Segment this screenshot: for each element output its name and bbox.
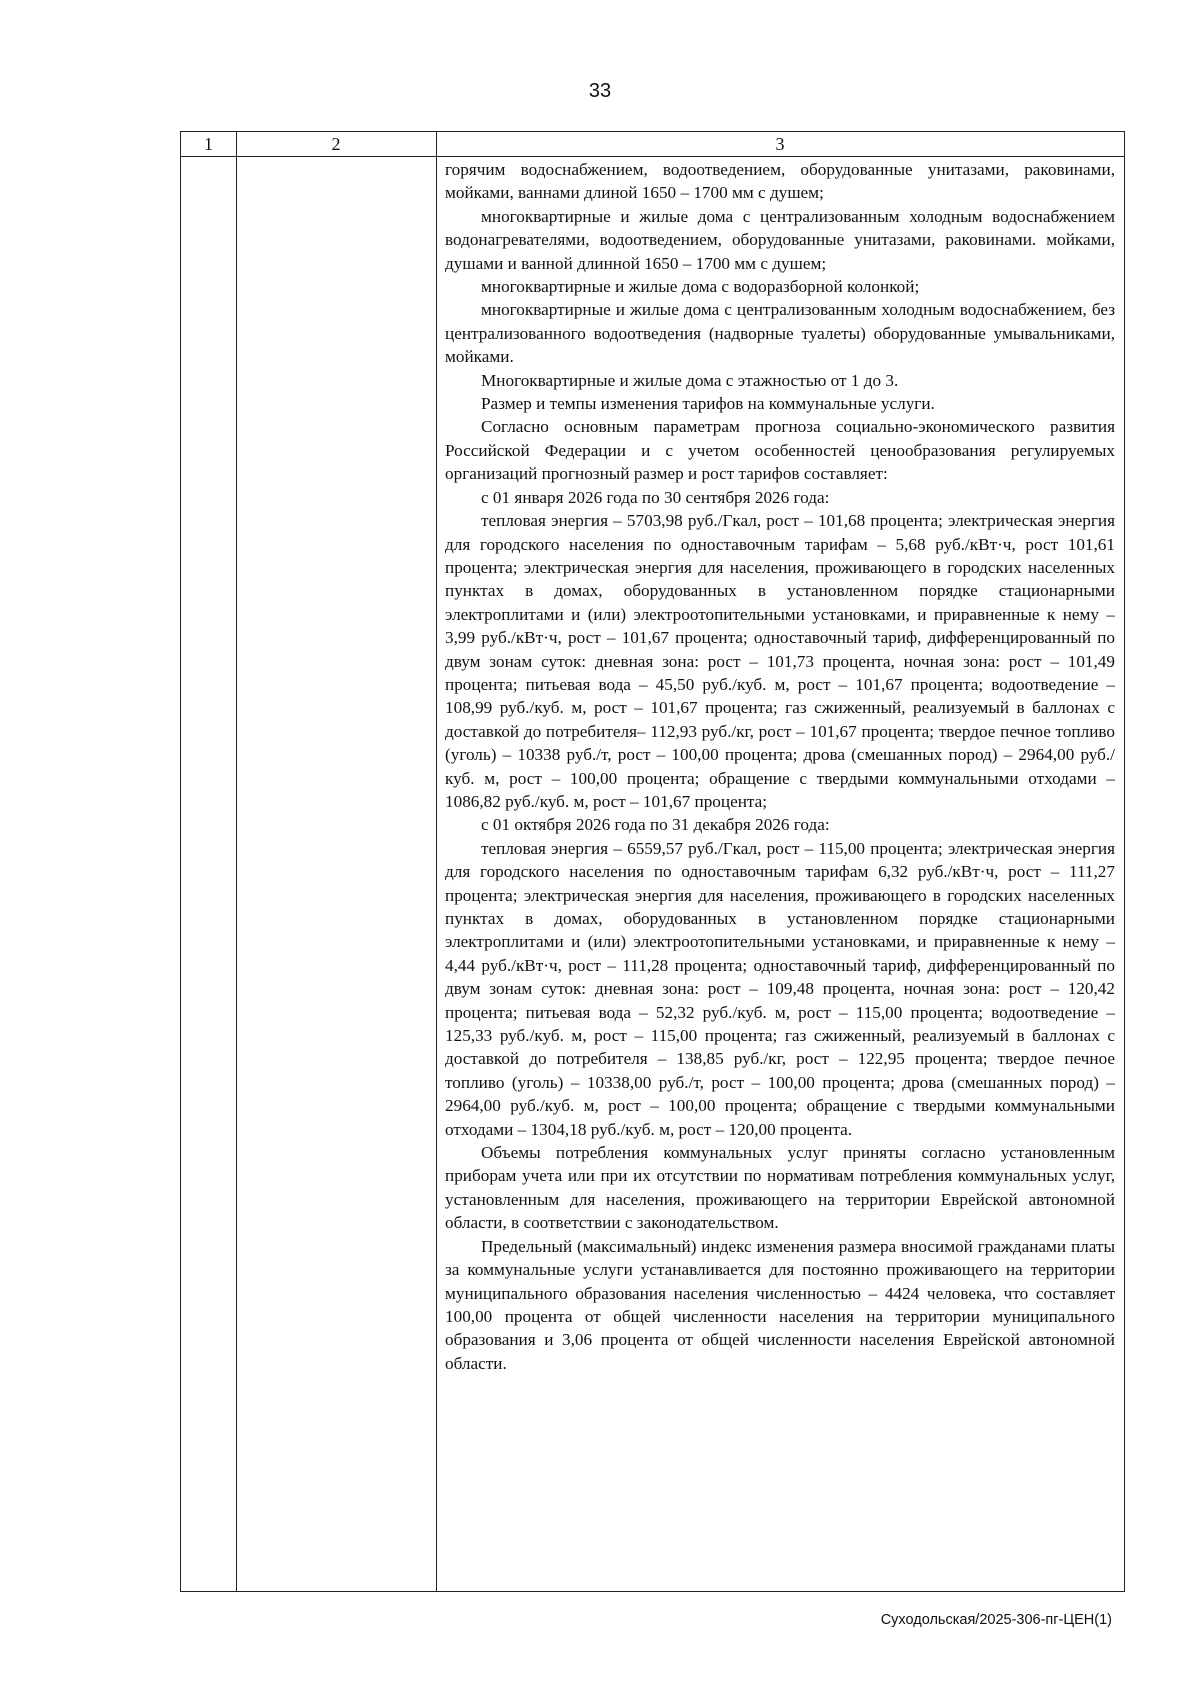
column-divider-1 [236,132,237,1591]
column-header-3: 3 [775,134,785,154]
paragraph: Предельный (максимальный) индекс изменения размера вносимой гражданами платы за коммунальные услуги устанавливается для постоянно проживающего на территории муниципального образования населения численностью – 4424 человека, что составляет 100,00 процента от общей численности населения на территории муниципального образования и 3,06 процента от общей численности населения Еврейской автономной области. [445,1236,1115,1373]
column-3-content [445,158,1115,1375]
column-divider-2 [436,132,437,1591]
paragraph: с 01 января 2026 года по 30 сентября 2026 года: [481,487,830,507]
column-header-1: 1 [204,134,213,154]
paragraph: многоквартирные и жилые дома с водоразборной колонкой; [481,277,920,297]
paragraph: Многоквартирные и жилые дома с этажностью от 1 до 3. [481,370,899,390]
paragraph: Объемы потребления коммунальных услуг приняты согласно установленным приборам учета или при их отсутствии по нормативам потребления коммунальных услуг, установленным для населения, проживающего на территории Еврейской автономной области, в соответствии с законодательством. [445,1143,1115,1233]
paragraph: Согласно основным параметрам прогноза социально-экономического развития Российской Федерации и с учетом особенностей ценообразования регулируемых организаций прогнозный размер и рост тарифов составляет: [445,417,1115,484]
paragraph: тепловая энергия – 6559,57 руб./Гкал, рост – 115,00 процента; электрическая энергия для городского населения по одноставочным тарифам 6,32 руб./кВт·ч, рост – 111,27 процента; электрическая энергия для населения, проживающего в городских населенных пунктах в домах, оборудованных в установленном порядке стационарными электроплитами и (или) электроотопительными установками, и приравненные к нему – 4,44 руб./кВт·ч, рост – 111,28 процента; одноставочный тариф, дифференцированный по двум зонам суток: дневная зона: рост – 109,48 процента, ночная зона: рост – 120,42 процента; питьевая вода – 52,32 руб./куб. м, рост – 115,00 процента; водоотведение – 125,33 руб./куб. м, рост – 115,00 процента; газ сжиженный, реализуемый в баллонах с доставкой до потребителя – 138,85 руб./кг, рост – 122,95 процента; твердое печное топливо (уголь) – 10338,00 руб./т, рост – 100,00 процента; дрова (смешанных пород) – 2964,00 руб./куб. м, рост – 100,00 процента; обращение с твердыми коммунальными отходами – 1304,18 руб./куб. м, рост – 120,00 процента. [445,838,1115,1139]
table-header-row [181,132,1124,157]
document-code: Суходольская/2025-306-пг-ЦЕН(1) [880,1612,1112,1628]
paragraph: многоквартирные и жилые дома с централизованным холодным водоснабжением водонагревателями, водоотведением, оборудованные унитазами, раковинами. мойками, душами и ванной длинной 1650 – 1700 мм с душем; [445,206,1115,273]
page-number: 33 [588,80,612,102]
column-header-2: 2 [331,134,341,154]
paragraph: с 01 октября 2026 года по 31 декабря 2026 года: [481,815,830,835]
paragraph: горячим водоснабжением, водоотведением, оборудованные унитазами, раковинами, мойками, ваннами длиной 1650 – 1700 мм с душем; [445,160,1115,203]
paragraph: многоквартирные и жилые дома с централизованным холодным водоснабжением, без централизованного водоотведения (надворные туалеты) оборудованные умывальниками, мойками. [445,300,1115,367]
paragraph: тепловая энергия – 5703,98 руб./Гкал, рост – 101,68 процента; электрическая энергия для городского населения по одноставочным тарифам – 5,68 руб./кВт·ч, рост 101,61 процента; электрическая энергия для населения, проживающего в городских населенных пунктах в домах, оборудованных в установленном порядке стационарными электроплитами и (или) электроотопительными установками, и приравненные к нему – 3,99 руб./кВт·ч, рост – 101,67 процента; одноставочный тариф, дифференцированный по двум зонам суток: дневная зона: рост – 101,73 процента, ночная зона: рост – 101,49 процента; питьевая вода – 45,50 руб./куб. м, рост – 101,67 процента; водоотведение – 108,99 руб./куб. м, рост – 101,67 процента; газ сжиженный, реализуемый в баллонах с доставкой до потребителя– 112,93 руб./кг, рост – 101,67 процента; твердое печное топливо (уголь) – 10338 руб./т, рост – 100,00 процента; дрова (смешанных пород) – 2964,00 руб./куб. м, рост – 100,00 процента; обращение с твердыми коммунальными отходами – 1086,82 руб./куб. м, рост – 101,67 процента; [445,511,1115,811]
paragraph: Размер и темпы изменения тарифов на коммунальные услуги. [481,394,935,414]
document-table [180,131,1125,1592]
